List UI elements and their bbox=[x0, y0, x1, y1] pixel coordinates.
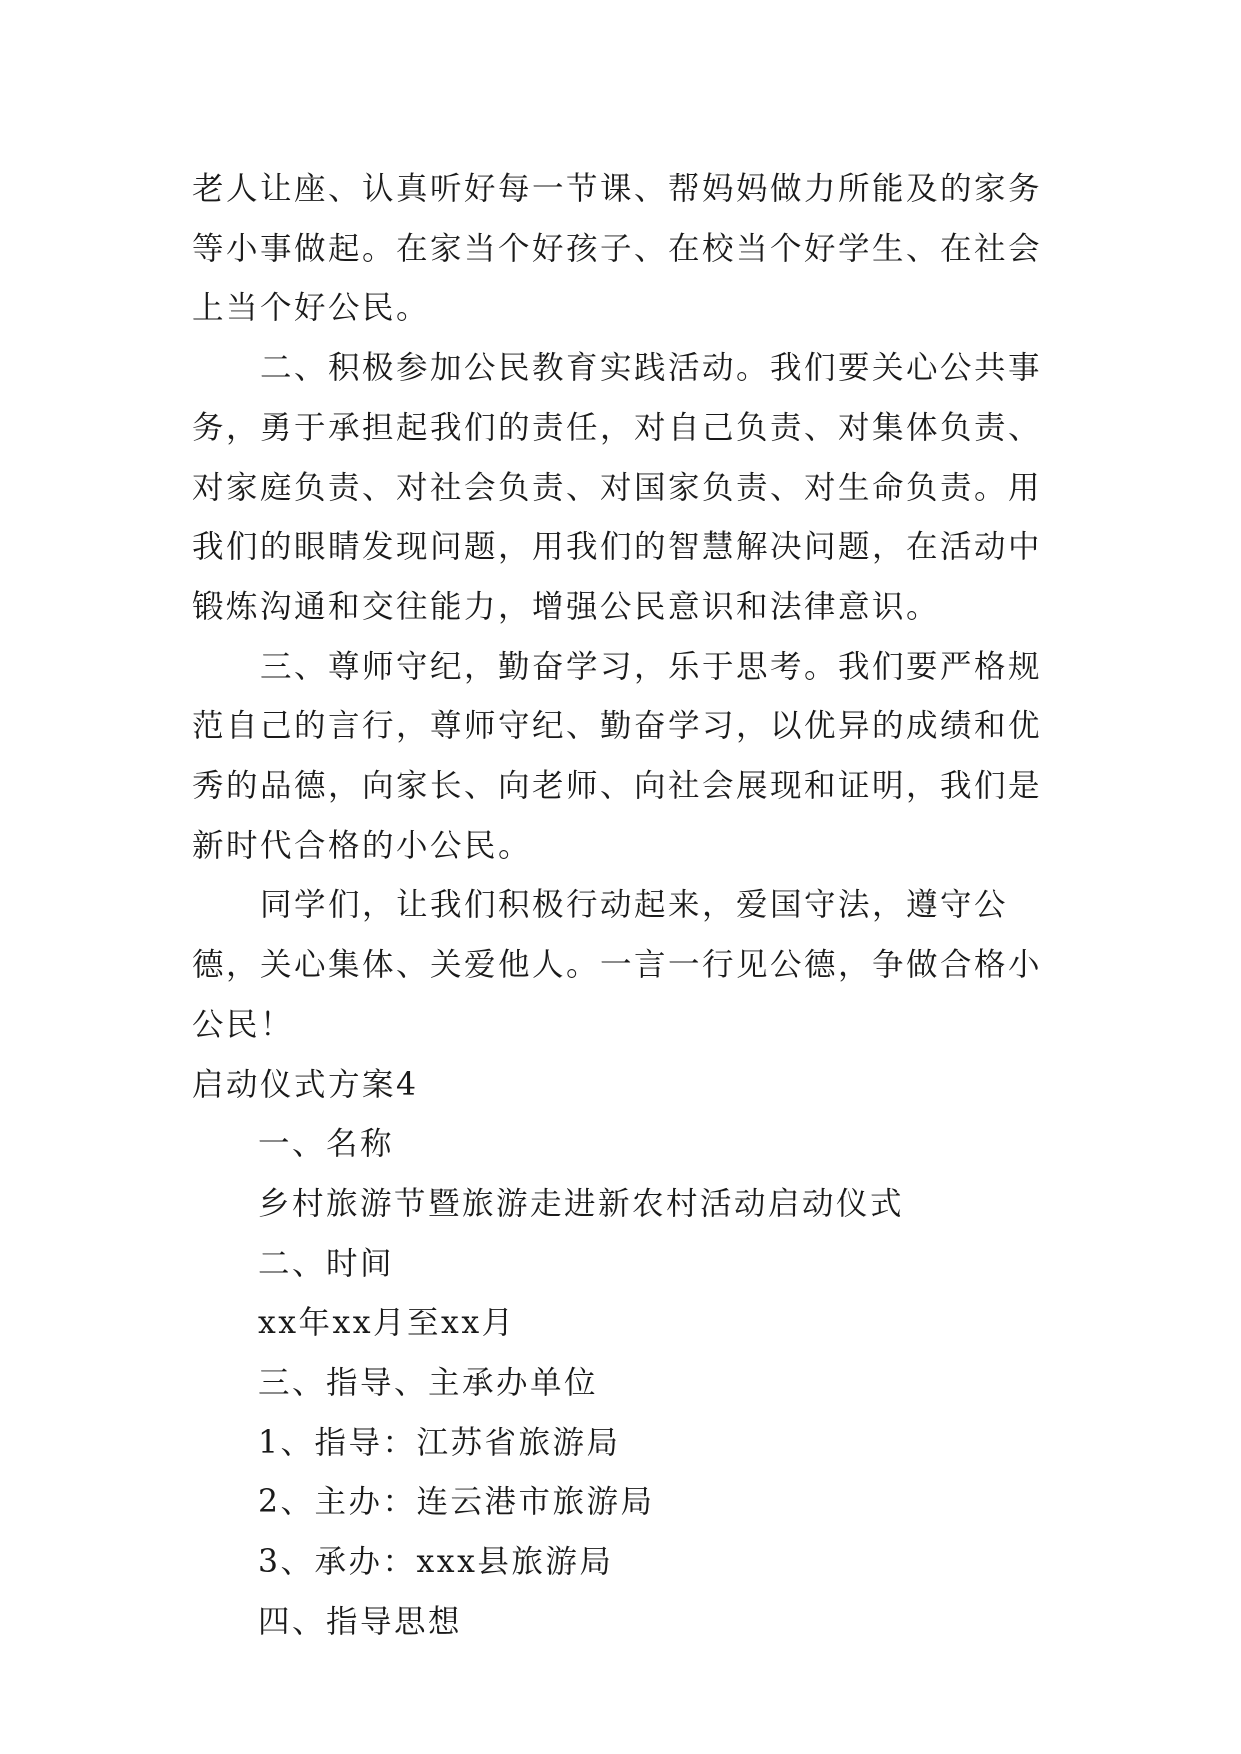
paragraph-call-to-action: 同学们，让我们积极行动起来，爱国守法，遵守公德，关心集体、关爱他人。一言一行见公德，争做合格小公民！ bbox=[192, 887, 1043, 1043]
paragraph-continuation: 老人让座、认真听好每一节课、帮妈妈做力所能及的家务等小事做起。在家当个好孩子、在校当个好学生、在社会上当个好公民。 bbox=[192, 171, 1043, 327]
item-time-value: xx年xx月至xx月 bbox=[258, 1305, 516, 1342]
item-name-heading: 一、名称 bbox=[258, 1126, 395, 1163]
item-guidance-unit: 1、指导：江苏省旅游局 bbox=[258, 1424, 621, 1461]
paragraph-respect-teachers: 三、尊师守纪，勤奋学习，乐于思考。我们要严格规范自己的言行，尊师守纪、勤奋学习，以优异的成绩和优秀的品德，向家长、向老师、向社会展现和证明，我们是新时代合格的小公民。 bbox=[192, 648, 1043, 864]
item-guiding-ideology-heading: 四、指导思想 bbox=[258, 1603, 463, 1640]
item-organizers-heading: 三、指导、主承办单位 bbox=[258, 1365, 599, 1402]
section-title: 启动仪式方案4 bbox=[192, 1066, 419, 1103]
item-time-heading: 二、时间 bbox=[258, 1245, 395, 1282]
paragraph-practice-activities: 二、积极参加公民教育实践活动。我们要关心公共事务，勇于承担起我们的责任，对自己负责、对集体负责、对家庭负责、对社会负责、对国家负责、对生命负责。用我们的眼睛发现问题，用我们的智慧解决问题，在活动中锻炼沟通和交往能力，增强公民意识和法律意识。 bbox=[192, 350, 1043, 625]
item-host-unit: 2、主办：连云港市旅游局 bbox=[258, 1484, 655, 1521]
item-event-name: 乡村旅游节暨旅游走进新农村活动启动仪式 bbox=[258, 1185, 905, 1222]
item-organizer-unit: 3、承办：xxx县旅游局 bbox=[258, 1544, 614, 1581]
document-body bbox=[192, 160, 1072, 1653]
